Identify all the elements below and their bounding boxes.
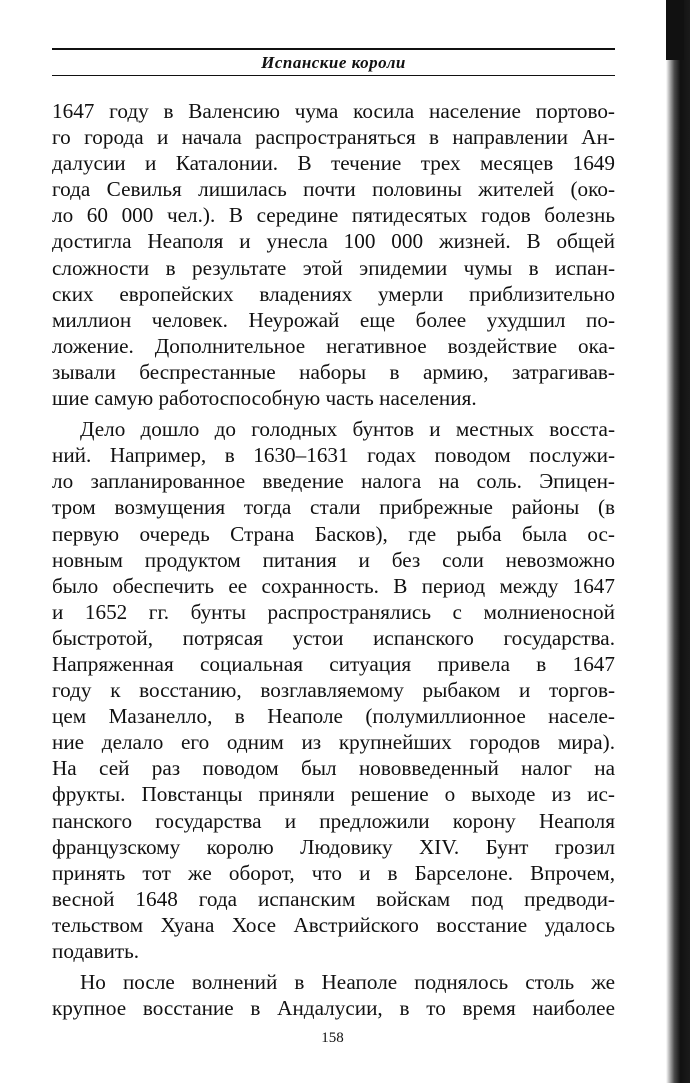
text-line: первую очередь Страна Басков), где рыба была ос- xyxy=(52,521,615,546)
header-rule-bottom xyxy=(52,75,615,76)
text-line: фрукты. Повстанцы приняли решение о выходе из ис- xyxy=(52,782,615,807)
book-binding-shadow xyxy=(666,0,684,60)
text-line: тром возмущения тогда стали прибрежные районы (в xyxy=(52,495,615,520)
text-line: шие самую работоспособную часть населения. xyxy=(52,386,477,411)
text-line: года Севилья лишилась почти половины жителей (око- xyxy=(52,177,615,202)
text-line: тельством Хуана Хосе Австрийского восстание удалось xyxy=(52,912,615,937)
text-line: и 1652 гг. бунты распространялись с молниеносной xyxy=(52,599,615,624)
text-line: ло 60 000 чел.). В середине пятидесятых годов болезнь xyxy=(52,203,615,228)
text-line: ний. Например, в 1630–1631 годах поводом послужи- xyxy=(52,443,615,468)
text-line: Но после волнений в Неаполе поднялось столь же xyxy=(80,970,615,995)
text-line: миллион человек. Неурожай еще более ухудшил по- xyxy=(52,307,615,332)
text-line: было обеспечить ее сохранность. В период между 1647 xyxy=(52,573,615,598)
text-line: панского государства и предложили корону Неаполя xyxy=(52,808,615,833)
text-line: ло запланированное введение налога на соль. Эпицен- xyxy=(52,469,615,494)
text-line: быстротой, потрясая устои испанского государства. xyxy=(52,625,615,650)
text-line: весной 1648 года испанским войскам под предводи- xyxy=(52,886,615,911)
text-line: новным продуктом питания и без соли невозможно xyxy=(52,547,615,572)
running-header xyxy=(52,48,615,76)
text-line: сложности в результате этой эпидемии чумы в испан- xyxy=(52,255,615,280)
body-text xyxy=(52,98,615,1021)
paragraph-3 xyxy=(52,969,615,1021)
text-line: На сей раз поводом был нововведенный налог на xyxy=(52,756,615,781)
text-line: Напряженная социальная ситуация привела в 1647 xyxy=(52,651,615,676)
text-line: достигла Неаполя и унесла 100 000 жизней. В общей xyxy=(52,229,615,254)
paragraph-2 xyxy=(52,416,615,964)
text-line: крупное восстание в Андалусии, в то время наиболее xyxy=(52,996,615,1021)
text-line: 1647 году в Валенсию чума косила население портово- xyxy=(52,99,615,123)
text-line: французскому королю Людовику XIV. Бунт грозил xyxy=(52,834,615,859)
text-line: цем Мазанелло, в Неаполе (полумиллионное населе- xyxy=(52,704,615,729)
text-line: ние делало его одним из крупнейших городов мира). xyxy=(52,730,615,755)
paragraph-1 xyxy=(52,98,615,411)
text-line: го города и начала распространяться в направлении Ан- xyxy=(52,125,615,150)
text-line: принять тот же оборот, что и в Барселоне. Впрочем, xyxy=(52,860,615,885)
text-line: ских европейских владениях умерли приблизительно xyxy=(52,281,615,306)
text-line: ложение. Дополнительное негативное воздействие ока- xyxy=(52,333,615,358)
text-line: подавить. xyxy=(52,939,140,963)
text-line: далусии и Каталонии. В течение трех месяцев 1649 xyxy=(52,151,615,176)
text-line: зывали беспрестанные наборы в армию, затрагивав- xyxy=(52,359,615,384)
page-number: 158 xyxy=(321,1030,344,1046)
running-title: Испанские короли xyxy=(261,53,406,72)
text-line: году к восстанию, возглавляемому рыбаком и торгов- xyxy=(52,678,615,703)
book-binding-edge xyxy=(666,0,690,1083)
text-line: Дело дошло до голодных бунтов и местных восста- xyxy=(80,417,615,442)
